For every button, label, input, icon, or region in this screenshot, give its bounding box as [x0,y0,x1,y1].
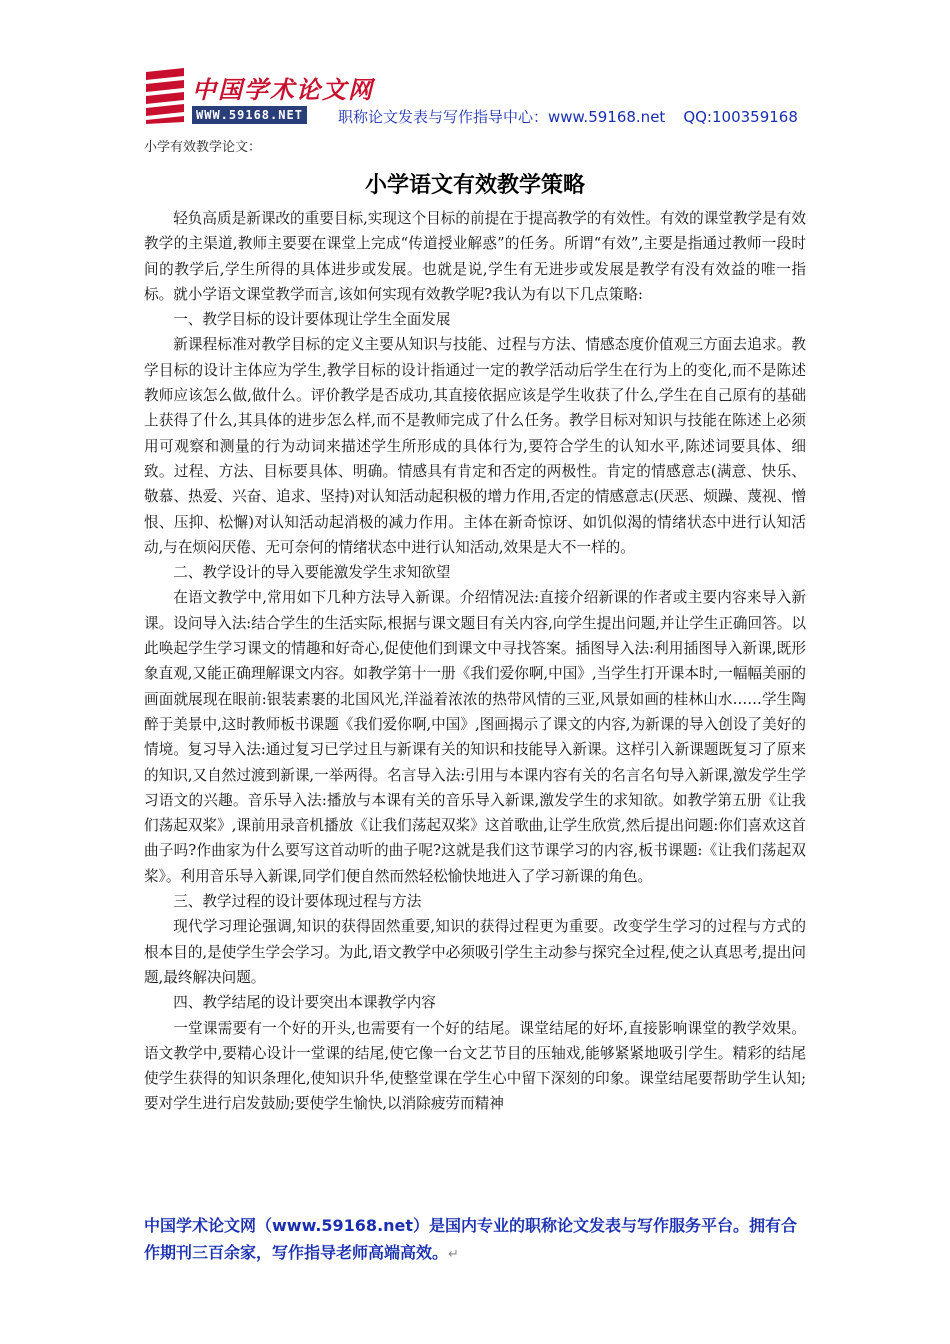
paragraph: 现代学习理论强调,知识的获得固然重要,知识的获得过程更为重要。改变学生学习的过程与方式的根本目的,是使学生学会学习。为此,语文教学中必须吸引学生主动参与探究全过程,使之认真思考,提出问题,最终解决问题。 [144,918,806,986]
paragraph: 新课程标准对教学目标的定义主要从知识与技能、过程与方法、情感态度价值观三方面去追求。教学目标的设计主体应为学生,教学目标的设计指通过一定的教学活动后学生在行为上的变化,而不是陈述教师应该怎么做,做什么。评价教学是否成功,其直接依据应该是学生收获了什么,学生在自己原有的基础上获得了什么,其具体的进步怎么样,而不是教师完成了什么任务。教学目标对知识与技能在陈述上必须用可观察和测量的行为动词来描述学生所形成的具体行为,要符合学生的认知水平,陈述词要具体、细致。过程、方法、目标要具体、明确。情感具有肯定和否定的两极性。肯定的情感意志(满意、快乐、敬慕、热爱、兴奋、追求、坚持)对认知活动起积极的增力作用,否定的情感意志(厌恶、烦躁、蔑视、憎恨、压抑、松懈)对认知活动起消极的减力作用。主体在新奇惊讶、如饥似渴的情绪状态中进行认知活动,与在烦闷厌倦、无可奈何的情绪状态中进行认知活动,效果是大不一样的。 [144,336,806,556]
logo-url: WWW.59168.NET [192,106,307,124]
paragraph: 轻负高质是新课改的重要目标,实现这个目标的前提在于提高教学的有效性。有效的课堂教学是有效教学的主渠道,教师主要要在课堂上完成“传道授业解惑”的任务。所谓“有效”,主要是指通过教师一段时间的教学后,学生所得的具体进步或发展。也就是说,学生有无进步或发展是教学有没有效益的唯一指标。就小学语文课堂教学而言,该如何实现有效教学呢?我认为有以下几点策略: [144,210,806,303]
page-title: 小学语文有效教学策略 [364,173,585,198]
paragraph: 一堂课需要有一个好的开头,也需要有一个好的结尾。课堂结尾的好坏,直接影响课堂的教学效果。语文教学中,要精心设计一堂课的结尾,使它像一台文艺节目的压轴戏,能够紧紧地吸引学生。精彩的结尾使学生获得的知识条理化,使知识升华,使整堂课在学生心中留下深刻的印象。课堂结尾要帮助学生认知;要对学生进行启发鼓励;要使学生愉快,以消除疲劳而精神 [144,1019,806,1113]
logo-title: 中国学术论文网 [192,76,374,104]
footer-promo [144,1212,810,1268]
return-mark-icon: ↵ [448,1247,459,1262]
section-heading: 二、教学设计的导入要能激发学生求知欲望 [173,564,451,582]
doc-category: 小学有效教学论文： [144,140,262,155]
qq-number: QQ:100359168 [683,108,798,126]
tagline-text: 职称论文发表与写作指导中心：www.59168.net [338,108,666,126]
section-heading: 四、教学结尾的设计要突出本课教学内容 [173,994,436,1012]
section-heading: 一、教学目标的设计要体现让学生全面发展 [173,311,451,329]
article-body [144,206,806,1117]
header-tagline [338,106,798,127]
logo-stripes-icon [144,66,190,124]
paragraph: 在语文教学中,常用如下几种方法导入新课。介绍情况法:直接介绍新课的作者或主要内容来导入新课。设问导入法:结合学生的生活实际,根据与课文题目有关内容,向学生提出问题,并让学生正确回答。以此唤起学生学习课文的情趣和好奇心,促使他们到课文中寻找答案。插图导入法:利用插图导入新课,既形象直观,又能正确理解课文内容。如教学第十一册《我们爱你啊,中国》,当学生打开课本时,一幅幅美丽的画面就展现在眼前:银装素裹的北国风光,洋溢着浓浓的热带风情的三亚,风景如画的桂林山水……学生陶醉于美景中,这时教师板书课题《我们爱你啊,中国》,图画揭示了课文的内容,为新课的导入创设了美好的情境。复习导入法:通过复习已学过且与新课有关的知识和技能导入新课。这样引入新课题既复习了原来的知识,又自然过渡到新课,一举两得。名言导入法:引用与本课内容有关的名言名句导入新课,激发学生学习语文的兴趣。音乐导入法:播放与本课有关的音乐导入新课,激发学生的求知欲。如教学第五册《让我们荡起双桨》,课前用录音机播放《让我们荡起双桨》这首歌曲,让学生欣赏,然后提出问题:你们喜欢这首曲子吗?作曲家为什么要写这首动听的曲子呢?这就是我们这节课学习的内容,板书课题:《让我们荡起双桨》。利用音乐导入新课,同学们便自然而然轻松愉快地进入了学习新课的角色。 [144,589,806,885]
section-heading: 三、教学过程的设计要体现过程与方法 [173,893,422,911]
site-header [144,66,824,128]
footer-text: 中国学术论文网（www.59168.net）是国内专业的职称论文发表与写作服务平台。拥有合作期刊三百余家，写作指导老师高端高效。 [144,1216,798,1262]
